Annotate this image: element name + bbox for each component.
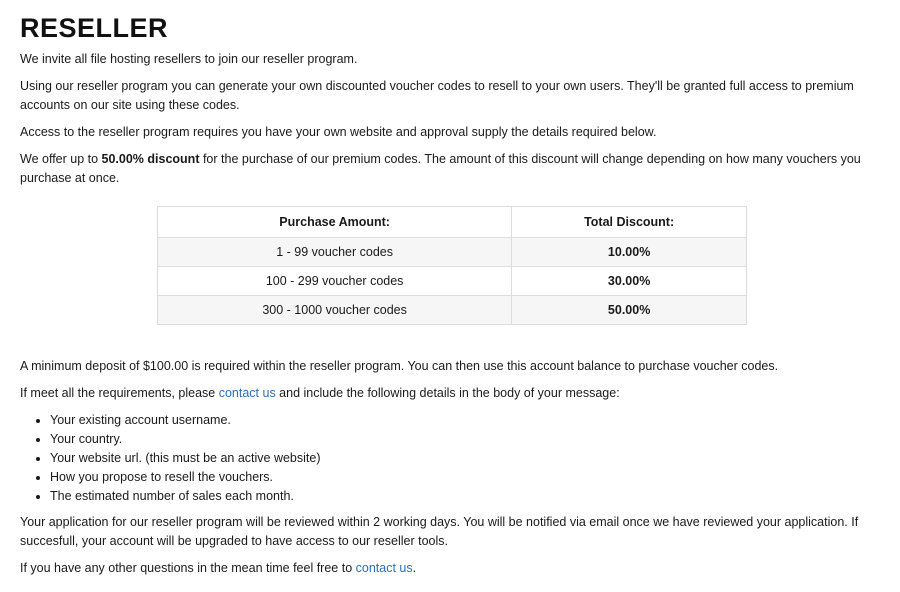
contact-us-link-footer[interactable]: contact us: [355, 561, 413, 575]
discount-text-post: for the purchase of our premium codes. The amount of this discount will change depending on how many vouchers you purchase at once.: [20, 152, 861, 185]
requirements-list: [20, 411, 880, 506]
contact-instructions: [20, 384, 880, 403]
list-item: • How you propose to resell the vouchers.: [50, 468, 880, 487]
discount-cell: 50.00%: [512, 296, 747, 325]
questions-text-post: .: [412, 561, 417, 575]
list-item: • Your existing account username.: [50, 411, 880, 430]
header-purchase-amount: Purchase Amount:: [158, 207, 512, 238]
contact-text-post: and include the following details in the body of your message:: [275, 386, 620, 400]
requirements-note: Access to the reseller program requires you have your own website and approval supply the details required below.: [20, 125, 657, 139]
list-item: • Your website url. (this must be an active website): [50, 449, 880, 468]
purchase-amount-cell: 300 - 1000 voucher codes: [158, 296, 512, 325]
intro-paragraph: We invite all file hosting resellers to join our reseller program.: [20, 52, 358, 66]
list-item: • Your country.: [50, 430, 880, 449]
discount-text-pre: We offer up to: [20, 152, 102, 166]
questions-text-pre: If you have any other questions in the mean time feel free to: [20, 561, 356, 575]
discount-cell: 30.00%: [512, 267, 747, 296]
discount-table: [157, 206, 747, 325]
program-description: Using our reseller program you can generate your own discounted voucher codes to resell to your own users. They'll be granted full access to premium accounts on our site using these codes.: [20, 79, 854, 112]
purchase-amount-cell: 100 - 299 voucher codes: [158, 267, 512, 296]
purchase-amount-cell: 1 - 99 voucher codes: [158, 238, 512, 267]
discount-paragraph: [20, 150, 880, 188]
table-row: [158, 238, 747, 267]
list-item: • The estimated number of sales each month.: [50, 487, 880, 506]
contact-us-link[interactable]: contact us: [218, 386, 276, 400]
questions-paragraph: [20, 559, 880, 578]
discount-cell: 10.00%: [512, 238, 747, 267]
table-row: [158, 267, 747, 296]
contact-text-pre: If meet all the requirements, please: [20, 386, 219, 400]
max-discount: 50.00% discount: [101, 152, 200, 166]
review-paragraph: Your application for our reseller program will be reviewed within 2 working days. You will be notified via email once we have reviewed your application. If succesfull, your account will be upgraded to have access to our reseller tools.: [20, 515, 859, 548]
header-total-discount: Total Discount:: [512, 207, 747, 238]
minimum-deposit-paragraph: A minimum deposit of $100.00 is required within the reseller program. You can then use this account balance to purchase voucher codes.: [20, 359, 779, 373]
page-title: RESELLER: [20, 13, 169, 43]
table-row: [158, 296, 747, 325]
table-header-row: [158, 207, 747, 238]
